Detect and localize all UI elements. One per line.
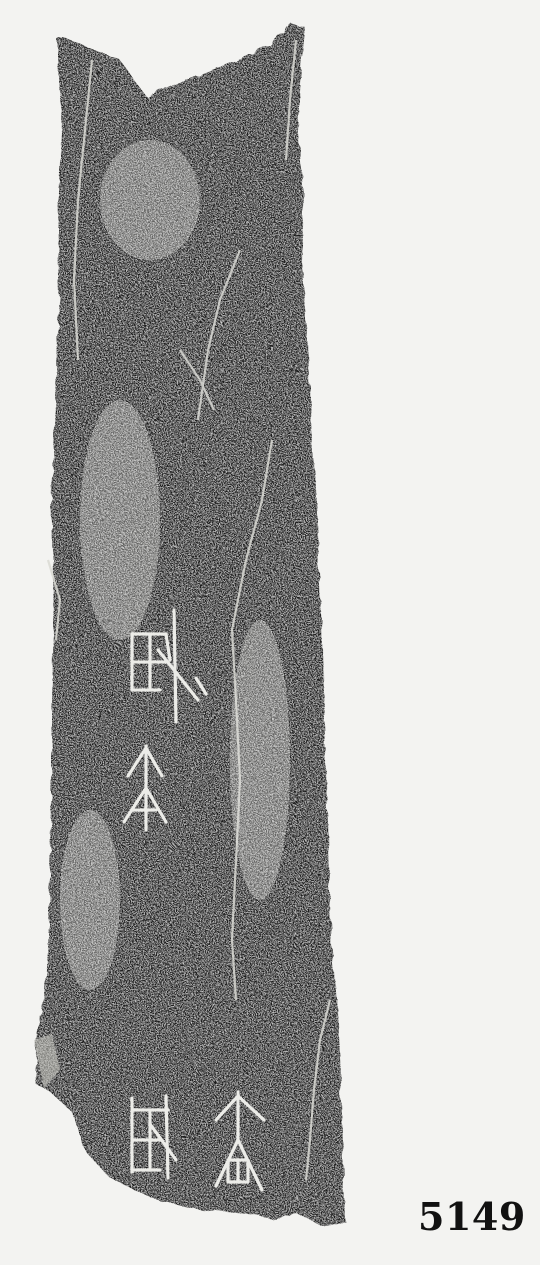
- plate-number: 5149: [418, 1194, 526, 1239]
